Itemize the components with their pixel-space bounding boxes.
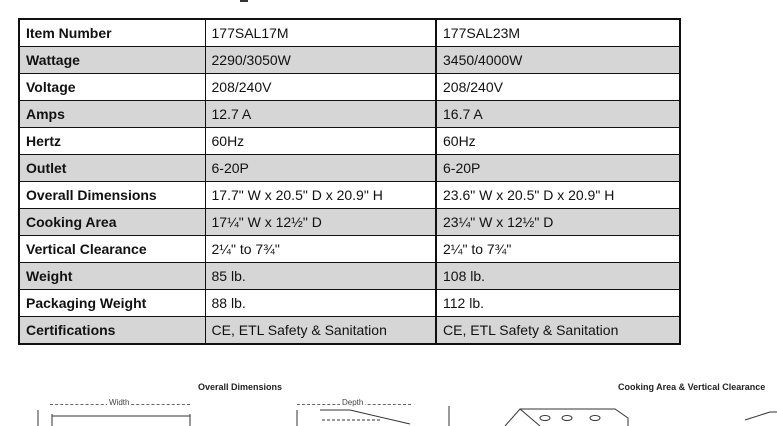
spec-label: Packaging Weight bbox=[19, 290, 205, 317]
spec-value-177sal23m: 2¼" to 7¾" bbox=[436, 236, 680, 263]
spec-row bbox=[19, 101, 680, 128]
depth-label: Depth bbox=[342, 398, 364, 407]
spec-value-177sal17m: 88 lb. bbox=[205, 290, 436, 317]
spec-value-177sal17m: 60Hz bbox=[205, 128, 436, 155]
cooking-area-title: Cooking Area & Vertical Clearance bbox=[618, 382, 766, 392]
spec-row bbox=[19, 19, 680, 47]
front-view-drawing bbox=[38, 410, 190, 426]
page-fragment-mark bbox=[240, 0, 248, 2]
spec-value-177sal23m: CE, ETL Safety & Sanitation bbox=[436, 317, 680, 345]
spec-label: Item Number bbox=[19, 19, 205, 47]
spec-value-177sal17m: 177SAL17M bbox=[205, 19, 436, 47]
spec-label: Overall Dimensions bbox=[19, 182, 205, 209]
spec-value-177sal23m: 208/240V bbox=[436, 74, 680, 101]
spec-row bbox=[19, 182, 680, 209]
spec-row bbox=[19, 317, 680, 345]
spec-value-177sal17m: 2290/3050W bbox=[205, 47, 436, 74]
spec-value-177sal17m: 208/240V bbox=[205, 74, 436, 101]
spec-label: Weight bbox=[19, 263, 205, 290]
width-label: Width bbox=[109, 398, 130, 407]
spec-row bbox=[19, 155, 680, 182]
spec-label: Wattage bbox=[19, 47, 205, 74]
spec-label: Voltage bbox=[19, 74, 205, 101]
dimension-drawings bbox=[0, 406, 777, 426]
spec-value-177sal23m: 108 lb. bbox=[436, 263, 680, 290]
isometric-view-drawing bbox=[505, 409, 628, 426]
spec-label: Certifications bbox=[19, 317, 205, 345]
overall-dimensions-title: Overall Dimensions bbox=[198, 382, 283, 392]
spec-value-177sal23m: 6-20P bbox=[436, 155, 680, 182]
spec-value-177sal23m: 112 lb. bbox=[436, 290, 680, 317]
spec-label: Vertical Clearance bbox=[19, 236, 205, 263]
spec-row bbox=[19, 263, 680, 290]
spec-value-177sal23m: 23.6" W x 20.5" D x 20.9" H bbox=[436, 182, 680, 209]
spec-table bbox=[18, 18, 681, 345]
spec-value-177sal17m: 2¼" to 7¾" bbox=[205, 236, 436, 263]
spec-value-177sal23m: 177SAL23M bbox=[436, 19, 680, 47]
spec-value-177sal17m: CE, ETL Safety & Sanitation bbox=[205, 317, 436, 345]
spec-label: Outlet bbox=[19, 155, 205, 182]
spec-label: Amps bbox=[19, 101, 205, 128]
spec-label: Cooking Area bbox=[19, 209, 205, 236]
spec-value-177sal23m: 23¼" W x 12½" D bbox=[436, 209, 680, 236]
spec-value-177sal17m: 85 lb. bbox=[205, 263, 436, 290]
spec-value-177sal23m: 3450/4000W bbox=[436, 47, 680, 74]
spec-row bbox=[19, 236, 680, 263]
spec-table-body bbox=[19, 19, 680, 344]
spec-row bbox=[19, 74, 680, 101]
spec-value-177sal17m: 12.7 A bbox=[205, 101, 436, 128]
spec-value-177sal23m: 60Hz bbox=[436, 128, 680, 155]
spec-value-177sal17m: 17¼" W x 12½" D bbox=[205, 209, 436, 236]
spec-row bbox=[19, 209, 680, 236]
side-view-drawing bbox=[297, 410, 410, 426]
spec-value-177sal17m: 6-20P bbox=[205, 155, 436, 182]
spec-value-177sal23m: 16.7 A bbox=[436, 101, 680, 128]
spec-row bbox=[19, 128, 680, 155]
spec-value-177sal17m: 17.7" W x 20.5" D x 20.9" H bbox=[205, 182, 436, 209]
spec-row bbox=[19, 47, 680, 74]
spec-row bbox=[19, 290, 680, 317]
partial-edge-drawing bbox=[745, 412, 777, 420]
spec-label: Hertz bbox=[19, 128, 205, 155]
